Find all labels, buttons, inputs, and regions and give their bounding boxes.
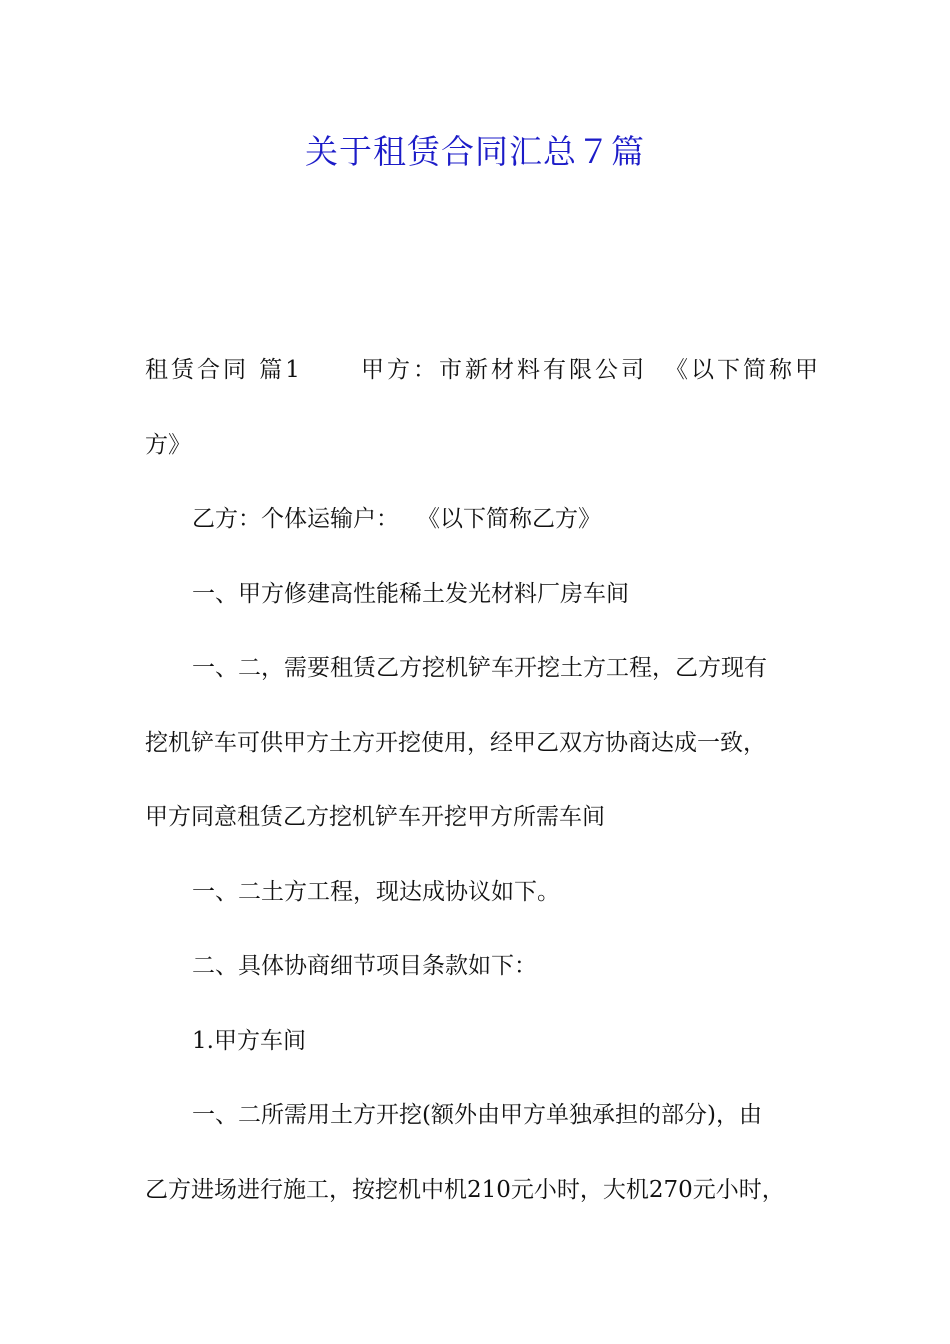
paragraph-line: 乙方进场进行施工，按挖机中机210元小时，大机270元小时， xyxy=(145,1176,785,1203)
paragraph-line: 一、甲方修建高性能稀土发光材料厂房车间 xyxy=(192,580,629,607)
paragraph-line: 二、具体协商细节项目条款如下： xyxy=(192,953,537,979)
paragraph-line: 一、二，需要租赁乙方挖机铲车开挖土方工程，乙方现有 xyxy=(192,655,767,681)
contract-heading: 租赁合同 篇1 xyxy=(145,357,303,383)
document-title: 关于租赁合同汇总７篇 xyxy=(305,132,645,171)
paragraph-line xyxy=(145,482,815,557)
paragraph-line: 1.甲方车间 xyxy=(192,1027,306,1054)
paragraph-line: 一、二所需用土方开挖(额外由甲方单独承担的部分)，由 xyxy=(192,1102,762,1128)
paragraph-line: 一、二土方工程，现达成协议如下。 xyxy=(192,878,560,905)
party-b-abbrev: 《以下简称乙方》 xyxy=(417,506,601,532)
document-body xyxy=(145,333,821,1227)
party-a-abbrev: 《以下简称甲 xyxy=(664,357,821,383)
paragraph-line xyxy=(145,333,821,408)
party-a-name: 甲方：市新材料有限公司 xyxy=(360,357,647,383)
paragraph-line: 挖机铲车可供甲方土方开挖使用，经甲乙双方协商达成一致， xyxy=(145,729,766,756)
party-b-name: 乙方：个体运输户： xyxy=(192,506,399,532)
paragraph-line: 甲方同意租赁乙方挖机铲车开挖甲方所需车间 xyxy=(145,804,605,830)
paragraph-line: 方》 xyxy=(145,431,191,458)
